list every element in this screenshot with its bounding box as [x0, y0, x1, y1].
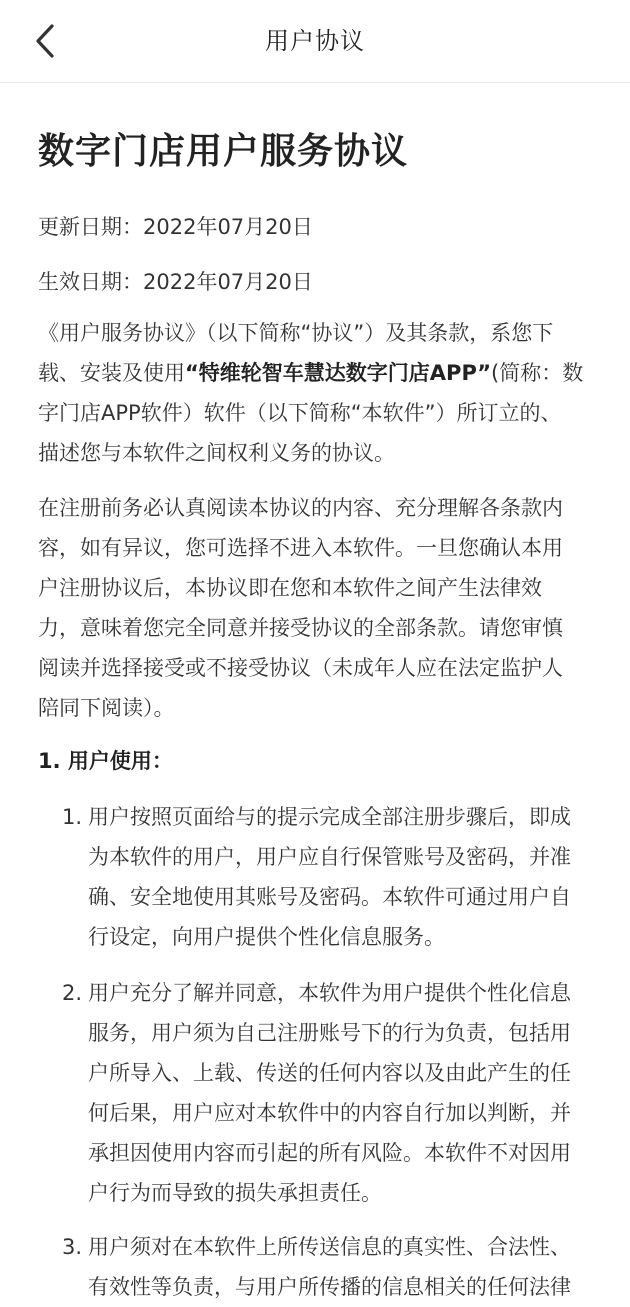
list-item-body: [88, 1227, 571, 1307]
list-item-line: 行设定，向用户提供个性化信息服务。: [88, 925, 445, 949]
list-item-line: 用户须对在本软件上所传送信息的真实性、合法性、: [88, 1235, 571, 1259]
intro-line-part: (简称：数: [491, 361, 584, 385]
intro-line: [38, 353, 598, 393]
list-item-line: 户行为而导致的损失承担责任。: [88, 1181, 382, 1205]
section-heading: 1. 用户使用：: [38, 749, 173, 773]
list-item-line: 为本软件的用户，用户应自行保管账号及密码，并准: [88, 845, 571, 869]
document-title: 数字门店用户服务协议: [38, 131, 409, 172]
list-item-number: 1.: [62, 805, 83, 829]
list-item-line: 服务，用户须为自己注册账号下的行为负责，包括用: [88, 1021, 571, 1045]
list-item-line: 确、安全地使用其账号及密码。本软件可通过用户自: [88, 885, 571, 909]
list-item-line: 用户充分了解并同意，本软件为用户提供个性化信息: [88, 981, 571, 1005]
notice-line: 在注册前务必认真阅读本协议的内容、充分理解各条款内: [38, 496, 563, 520]
page-title: 用户协议: [265, 27, 365, 55]
notice-line: 阅读并选择接受或不接受协议（未成年人应在法定监护人: [38, 656, 563, 680]
list-item-line: 承担因使用内容而引起的所有风险。本软件不对因用: [88, 1141, 571, 1165]
list-item-body: [88, 973, 571, 1213]
agreement-content[interactable]: [0, 83, 630, 1299]
notice-line: 力，意味着您完全同意并接受协议的全部条款。请您审慎: [38, 616, 563, 640]
list-item-line: 有效性等负责，与用户所传播的信息相关的任何法律: [88, 1275, 571, 1299]
update-date: 更新日期：2022年07月20日: [38, 215, 313, 239]
list-item-line: 户所导入、上载、传送的任何内容以及由此产生的任: [88, 1061, 571, 1085]
notice-paragraph: [38, 488, 598, 728]
intro-line: 描述您与本软件之间权利义务的协议。: [38, 441, 395, 465]
intro-line: 字门店APP软件）软件（以下简称“本软件”）所订立的、: [38, 401, 562, 425]
app-name: “特维轮智车慧达数字门店APP”: [185, 361, 492, 385]
effective-date: 生效日期：2022年07月20日: [38, 270, 313, 294]
intro-line-part: 载、安装及使用: [38, 361, 185, 385]
list-item-number: 2.: [62, 981, 83, 1005]
notice-line: 户注册协议后，本协议即在您和本软件之间产生法律效: [38, 576, 542, 600]
list-item-body: [88, 797, 571, 957]
list-item-line: 用户按照页面给与的提示完成全部注册步骤后，即成: [88, 805, 571, 829]
notice-line: 陪同下阅读）。: [38, 696, 175, 720]
list-item-number: 3.: [62, 1235, 83, 1259]
navigation-bar: [0, 0, 630, 83]
intro-line: 《用户服务协议》（以下简称“协议”）及其条款，系您下: [38, 321, 554, 345]
notice-line: 容，如有异议，您可选择不进入本软件。一旦您确认本用: [38, 536, 563, 560]
list-item-line: 何后果，用户应对本软件中的内容自行加以判断，并: [88, 1101, 571, 1125]
intro-paragraph: [38, 313, 598, 473]
